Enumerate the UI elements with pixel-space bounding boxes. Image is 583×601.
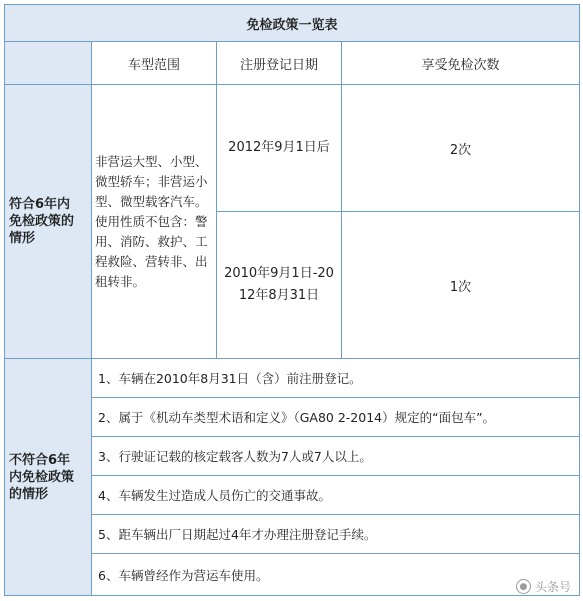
header-exemption-times: 享受免检次数 xyxy=(341,41,580,85)
table-title: 免检政策一览表 xyxy=(4,4,580,42)
times-cell: 2次 xyxy=(341,84,580,212)
date-text: 2010年9月1日-2012年8月31日 xyxy=(224,266,334,303)
watermark-logo-icon: ● xyxy=(516,579,531,594)
qualifying-label-text: 符合6年内免检政策的情形 xyxy=(9,197,75,246)
non-qualifying-label-text: 不符合6年内免检政策的情形 xyxy=(9,452,75,502)
date-cell xyxy=(216,211,342,359)
header-registration-date: 注册登记日期 xyxy=(216,41,342,85)
rule-row: 2、属于《机动车类型术语和定义》（GA80 2-2014）规定的“面包车”。 xyxy=(91,397,580,437)
times-cell: 1次 xyxy=(341,211,580,359)
rule-row: 6、车辆曾经作为营运车使用。 xyxy=(91,553,580,596)
rule-row: 4、车辆发生过造成人员伤亡的交通事故。 xyxy=(91,475,580,515)
date-cell: 2012年9月1日后 xyxy=(216,84,342,212)
rule-row: 3、行驶证记载的核定载客人数为7人或7人以上。 xyxy=(91,436,580,476)
non-qualifying-label xyxy=(4,358,92,596)
vehicle-scope-text: 非营运大型、小型、微型轿车；非营运小型、微型载客汽车。使用性质不包含：警用、消防、救护、工程救险、营转非、出租转非。 xyxy=(95,153,208,289)
vehicle-scope-cell xyxy=(91,84,217,359)
qualifying-label xyxy=(4,84,92,359)
watermark xyxy=(516,578,571,595)
header-vehicle-scope: 车型范围 xyxy=(91,41,217,85)
watermark-text: 头条号 xyxy=(534,580,571,594)
rule-row: 5、距车辆出厂日期起过4年才办理注册登记手续。 xyxy=(91,514,580,554)
rule-row: 1、车辆在2010年8月31日（含）前注册登记。 xyxy=(91,358,580,398)
header-corner xyxy=(4,41,92,85)
exemption-policy-table xyxy=(4,4,580,596)
